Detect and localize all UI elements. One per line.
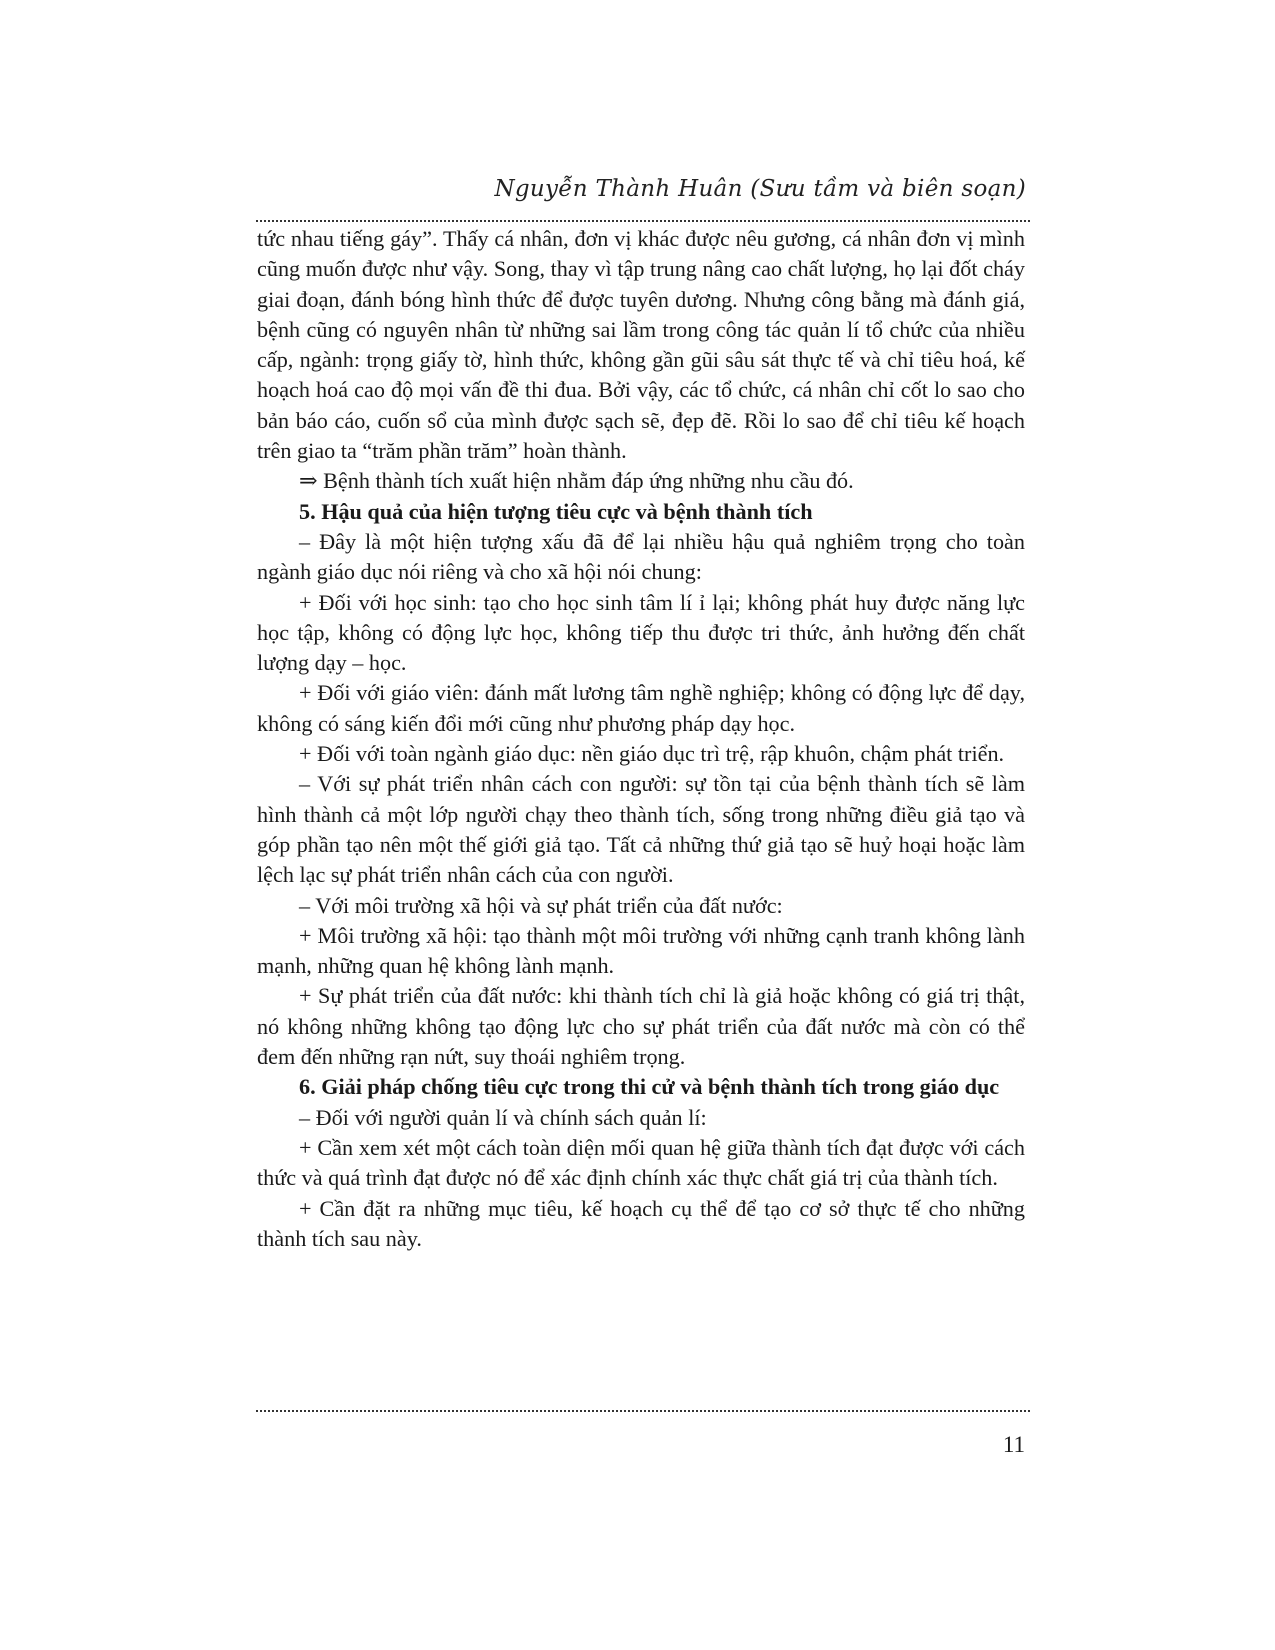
section-heading: 6. Giải pháp chống tiêu cực trong thi cử và bệnh thành tích trong giáo dục: [299, 1074, 1000, 1100]
paragraph: tức nhau tiếng gáy”. Thấy cá nhân, đơn vị khác được nêu gương, cá nhân đơn vị mình cũng muốn được như vậy. Song, thay vì tập trung nâng cao chất lượng, họ lại đốt cháy giai đoạn, đánh bóng hình thức để được tuyên dương. Nhưng công bằng mà đánh giá, bệnh cũng có nguyên nhân từ những sai lầm trong công tác quản lí tổ chức của nhiều cấp, ngành: trọng giấy tờ, hình thức, không gần gũi sâu sát thực tế và chỉ tiêu hoá, kế hoạch hoá cao độ mọi vấn đề thi đua. Bởi vậy, các tổ chức, cá nhân chỉ cốt lo sao cho bản báo cáo, cuốn sổ của mình được sạch sẽ, đẹp đẽ. Rồi lo sao để chỉ tiêu kế hoạch trên giao ta “trăm phần trăm” hoàn thành.: [257, 226, 1025, 464]
header-divider: [256, 220, 1030, 222]
paragraph: + Cần xem xét một cách toàn diện mối quan hệ giữa thành tích đạt được với cách thức và quá trình đạt được nó để xác định chính xác thực chất giá trị của thành tích.: [257, 1134, 1025, 1191]
paragraph: + Đối với toàn ngành giáo dục: nền giáo dục trì trệ, rập khuôn, chậm phát triển.: [299, 741, 1005, 767]
paragraph: + Đối với học sinh: tạo cho học sinh tâm lí ỉ lại; không phát huy được năng lực học tập, không có động lực học, không tiếp thu được tri thức, ảnh hưởng đến chất lượng dạy – học.: [257, 589, 1025, 676]
paragraph: ⇒ Bệnh thành tích xuất hiện nhằm đáp ứng những nhu cầu đó.: [299, 468, 854, 494]
paragraph: – Đối với người quản lí và chính sách quản lí:: [299, 1104, 707, 1130]
running-header: Nguyễn Thành Huân (Sưu tầm và biên soạn): [494, 176, 1026, 202]
body-text: [257, 224, 1025, 1254]
section-heading: 5. Hậu quả của hiện tượng tiêu cực và bệnh thành tích: [299, 498, 813, 524]
paragraph: + Đối với giáo viên: đánh mất lương tâm nghề nghiệp; không có động lực để dạy, không có sáng kiến đổi mới cũng như phương pháp dạy học.: [257, 680, 1025, 736]
paragraph: – Với sự phát triển nhân cách con người: sự tồn tại của bệnh thành tích sẽ làm hình thành cả một lớp người chạy theo thành tích, sống trong những điều giả tạo và góp phần tạo nên một thế giới giả tạo. Tất cả những thứ giả tạo sẽ huỷ hoại hoặc làm lệch lạc sự phát triển nhân cách của con người.: [257, 771, 1025, 888]
page-number: 11: [1002, 1432, 1025, 1457]
paragraph: + Sự phát triển của đất nước: khi thành tích chỉ là giả hoặc không có giá trị thật, nó không những không tạo động lực cho sự phát triển của đất nước mà còn có thể đem đến những rạn nứt, suy thoái nghiêm trọng.: [257, 983, 1025, 1070]
paragraph: – Đây là một hiện tượng xấu đã để lại nhiều hậu quả nghiêm trọng cho toàn ngành giáo dục nói riêng và cho xã hội nói chung:: [257, 528, 1025, 585]
paragraph: + Cần đặt ra những mục tiêu, kế hoạch cụ thể để tạo cơ sở thực tế cho những thành tích sau này.: [257, 1195, 1025, 1251]
footer-divider: [256, 1410, 1030, 1412]
paragraph: + Môi trường xã hội: tạo thành một môi trường với những cạnh tranh không lành mạnh, những quan hệ không lành mạnh.: [257, 922, 1025, 979]
paragraph: – Với môi trường xã hội và sự phát triển của đất nước:: [299, 892, 783, 918]
